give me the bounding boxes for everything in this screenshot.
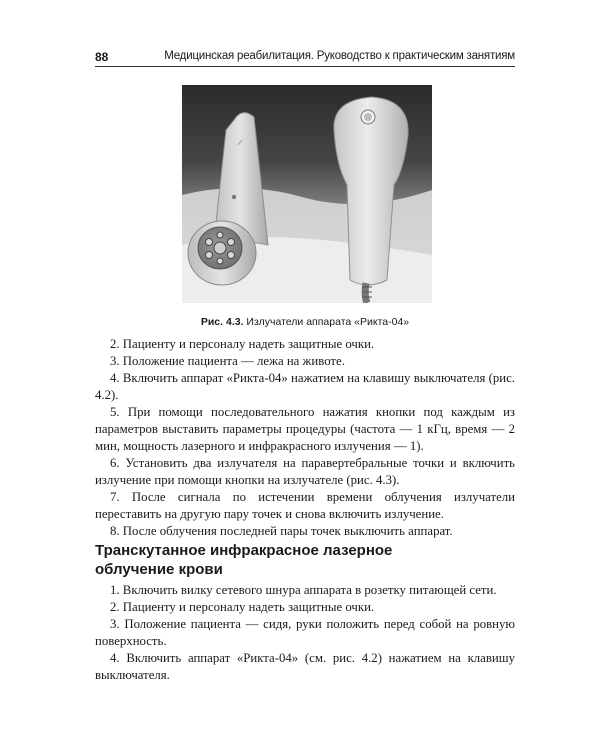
step-paragraph: 2. Пациенту и персоналу надеть защитные очки. [110,337,375,351]
book-title: Медицинская реабилитация. Руководство к практическим занятиям [164,50,515,62]
step-paragraph: 4. Включить аппарат «Рикта-04» (см. рис. 4.2) нажатием на клавишу выключателя. [95,651,515,682]
running-header [95,50,515,67]
step-paragraph: 1. Включить вилку сетевого шнура аппарата в розетку питающей сети. [110,583,497,597]
heading-line: Транскутанное инфракрасное лазерное [95,542,393,559]
figure-photo [182,85,432,303]
step-paragraph: 4. Включить аппарат «Рикта-04» нажатием на клавишу выключателя (рис. 4.2). [95,371,515,402]
caption-text: Излучатели аппарата «Рикта-04» [246,316,410,328]
heading-line: облучение крови [95,561,223,578]
section-heading [95,541,515,579]
step-paragraph: 5. При помощи последовательного нажатия кнопки под каждым из параметров выставить параметры процедуры (частота — 1 кГц, время — 2 мин, мощность лазерного и инфракрасного излучения — 1). [95,405,515,453]
step-paragraph: 7. После сигнала по истечении времени облучения излучатели переставить на другую пару точек и снова включить излучение. [95,490,515,521]
procedure-steps-part2 [95,582,515,684]
step-paragraph: 3. Положение пациента — сидя, руки положить перед собой на ровную поверхность. [95,617,515,648]
step-paragraph: 3. Положение пациента — лежа на животе. [110,354,345,368]
step-paragraph: 8. После облучения последней пары точек выключить аппарат. [110,524,453,538]
page-number: 88 [95,50,109,64]
procedure-steps-part1 [95,336,515,540]
step-paragraph: 2. Пациенту и персоналу надеть защитные очки. [110,600,375,614]
step-paragraph: 6. Установить два излучателя на паравертебральные точки и включить излучение при помощи кнопки на излучателе (рис. 4.3). [95,456,515,487]
figure-caption [95,316,515,328]
caption-label: Рис. 4.3. [200,316,244,328]
